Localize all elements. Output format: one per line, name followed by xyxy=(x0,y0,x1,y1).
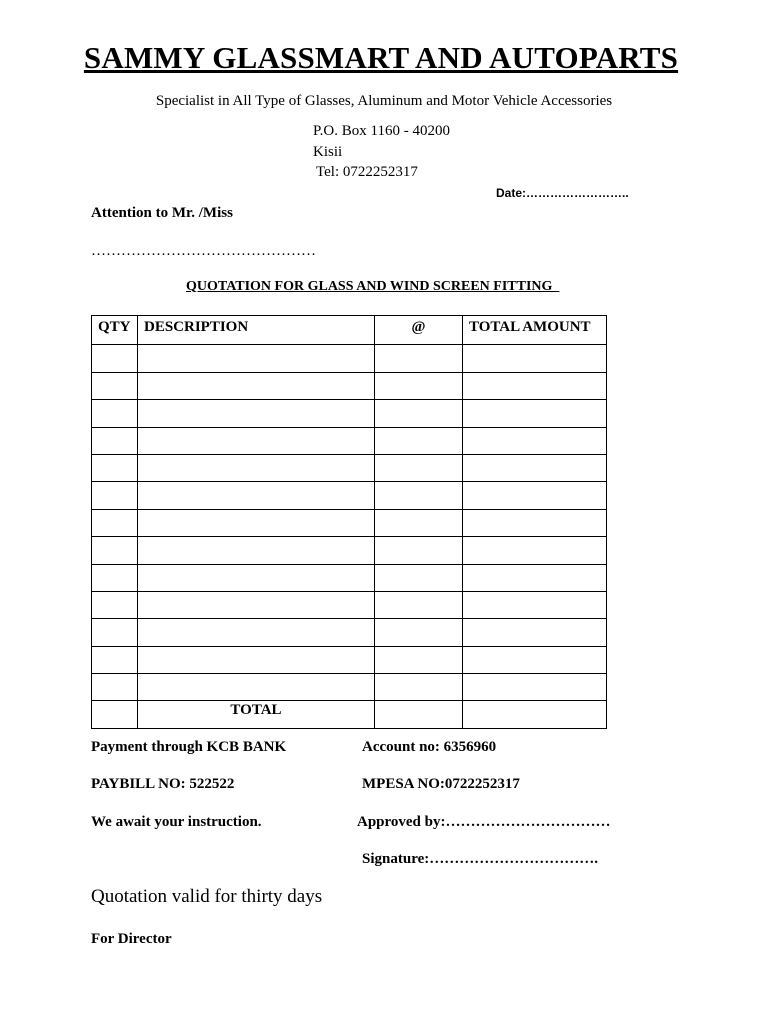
header-total-amount: TOTAL AMOUNT xyxy=(463,316,607,345)
description-cell xyxy=(138,674,375,701)
qty-cell xyxy=(92,427,138,454)
amount-cell xyxy=(463,701,607,728)
signature-line: Signature:……………………………. xyxy=(362,851,598,867)
total-row xyxy=(92,701,607,728)
date-field: Date:…………………….. xyxy=(496,186,629,200)
table-row xyxy=(92,454,607,481)
amount-cell xyxy=(463,564,607,591)
table-row xyxy=(92,345,607,372)
header-description: DESCRIPTION xyxy=(138,316,375,345)
qty-cell xyxy=(92,619,138,646)
unit-price-cell xyxy=(375,482,463,509)
table-row xyxy=(92,400,607,427)
description-cell xyxy=(138,537,375,564)
await-instruction: We await your instruction. xyxy=(91,814,262,830)
qty-cell xyxy=(92,509,138,536)
table-row xyxy=(92,509,607,536)
unit-price-cell xyxy=(375,372,463,399)
unit-price-cell xyxy=(375,509,463,536)
amount-cell xyxy=(463,674,607,701)
description-cell xyxy=(138,372,375,399)
description-cell xyxy=(138,591,375,618)
qty-cell xyxy=(92,482,138,509)
quotation-heading: QUOTATION FOR GLASS AND WIND SCREEN FITTING xyxy=(186,279,560,294)
telephone: Tel: 0722252317 xyxy=(316,164,418,180)
amount-cell xyxy=(463,482,607,509)
amount-cell xyxy=(463,345,607,372)
amount-cell xyxy=(463,509,607,536)
description-cell xyxy=(138,345,375,372)
company-name: SAMMY GLASSMART AND AUTOPARTS xyxy=(83,40,679,75)
account-number: Account no: 6356960 xyxy=(362,739,497,755)
attention-name-blank: ……………………………………… xyxy=(91,243,316,259)
payment-bank: Payment through KCB BANK xyxy=(91,739,287,755)
total-label: TOTAL xyxy=(138,701,375,728)
description-cell xyxy=(138,646,375,673)
table-row xyxy=(92,564,607,591)
qty-cell xyxy=(92,400,138,427)
attention-label: Attention to Mr. /Miss xyxy=(91,205,233,221)
unit-price-cell xyxy=(375,564,463,591)
description-cell xyxy=(138,454,375,481)
amount-cell xyxy=(463,454,607,481)
table-row xyxy=(92,372,607,399)
unit-price-cell xyxy=(375,619,463,646)
amount-cell xyxy=(463,400,607,427)
amount-cell xyxy=(463,427,607,454)
table-header-row xyxy=(92,316,607,345)
po-box: P.O. Box 1160 - 40200 xyxy=(313,123,450,139)
qty-cell xyxy=(92,591,138,618)
amount-cell xyxy=(463,591,607,618)
table-row xyxy=(92,427,607,454)
unit-price-cell xyxy=(375,345,463,372)
unit-price-cell xyxy=(375,427,463,454)
town: Kisii xyxy=(313,144,343,160)
unit-price-cell xyxy=(375,701,463,728)
qty-cell xyxy=(92,674,138,701)
table-row xyxy=(92,674,607,701)
description-cell xyxy=(138,427,375,454)
header-qty: QTY xyxy=(92,316,138,345)
description-cell xyxy=(138,509,375,536)
amount-cell xyxy=(463,537,607,564)
qty-cell xyxy=(92,646,138,673)
description-cell xyxy=(138,619,375,646)
table-row xyxy=(92,591,607,618)
unit-price-cell xyxy=(375,646,463,673)
qty-cell xyxy=(92,454,138,481)
amount-cell xyxy=(463,646,607,673)
mpesa-number: MPESA NO:0722252317 xyxy=(362,776,520,792)
amount-cell xyxy=(463,619,607,646)
validity-note: Quotation valid for thirty days xyxy=(91,886,323,907)
unit-price-cell xyxy=(375,454,463,481)
unit-price-cell xyxy=(375,591,463,618)
qty-cell xyxy=(92,701,138,728)
qty-cell xyxy=(92,372,138,399)
qty-cell xyxy=(92,345,138,372)
unit-price-cell xyxy=(375,400,463,427)
description-cell xyxy=(138,564,375,591)
table-row xyxy=(92,482,607,509)
description-cell xyxy=(138,482,375,509)
unit-price-cell xyxy=(375,674,463,701)
table-body xyxy=(92,345,607,728)
table-row xyxy=(92,646,607,673)
qty-cell xyxy=(92,537,138,564)
table-row xyxy=(92,537,607,564)
quotation-table xyxy=(91,315,607,729)
paybill-number: PAYBILL NO: 522522 xyxy=(91,776,235,792)
company-tagline: Specialist in All Type of Glasses, Aluminum and Motor Vehicle Accessories xyxy=(155,93,613,109)
description-cell xyxy=(138,400,375,427)
for-director: For Director xyxy=(91,931,172,947)
amount-cell xyxy=(463,372,607,399)
unit-price-cell xyxy=(375,537,463,564)
approved-by: Approved by:…………………………… xyxy=(357,814,611,830)
table-row xyxy=(92,619,607,646)
header-unit-price: @ xyxy=(375,316,463,345)
qty-cell xyxy=(92,564,138,591)
